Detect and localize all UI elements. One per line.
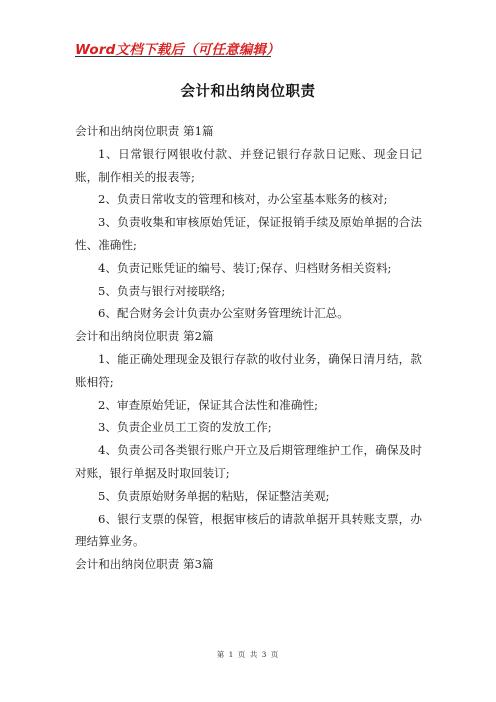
duty-item: 2、负责日常收支的管理和核对，办公室基本账务的核对; xyxy=(98,192,388,207)
duty-item: 5、负责与银行对接联络; xyxy=(98,283,226,298)
duty-item: 1、能正确处理现金及银行存款的收付业务，确保日清月结，款账相符; xyxy=(75,351,422,389)
banner-underline xyxy=(75,56,271,57)
duty-item: 4、负责记账凭证的编号、装订;保存、归档财务相关资料; xyxy=(98,260,392,275)
document-body xyxy=(75,120,422,576)
page-indicator: 第 1 页 共 3 页 xyxy=(216,650,280,659)
section-heading: 会计和出纳岗位职责 第1篇 xyxy=(75,124,214,138)
duty-item: 3、负责收集和审核原始凭证，保证报销手续及原始单据的合法性、准确性; xyxy=(75,215,422,252)
duty-item: 2、审查原始凭证，保证其合法性和准确性; xyxy=(98,397,318,412)
duty-item: 5、负责原始财务单据的粘贴，保证整洁美观; xyxy=(98,488,330,503)
document-title: 会计和出纳岗位职责 xyxy=(180,84,316,100)
section-heading: 会计和出纳岗位职责 第2篇 xyxy=(75,329,214,344)
download-banner: Word文档下载后（可任意编辑） xyxy=(75,42,280,58)
duty-item: 6、配合财务会计负责办公室财务管理统计汇总。 xyxy=(98,306,349,321)
duty-item: 1、日常银行网银收付款、并登记银行存款日记账、现金日记账，制作相关的报表等; xyxy=(75,146,422,184)
duty-item: 6、银行支票的保管，根据审核后的请款单据开具转账支票，办理结算业务。 xyxy=(75,511,422,549)
section-heading: 会计和出纳岗位职责 第3篇 xyxy=(75,557,214,572)
duty-item: 4、负责公司各类银行账户开立及后期管理维护工作，确保及时对账，银行单据及时取回装订; xyxy=(75,443,422,480)
duty-item: 3、负责企业员工工资的发放工作; xyxy=(98,420,272,435)
